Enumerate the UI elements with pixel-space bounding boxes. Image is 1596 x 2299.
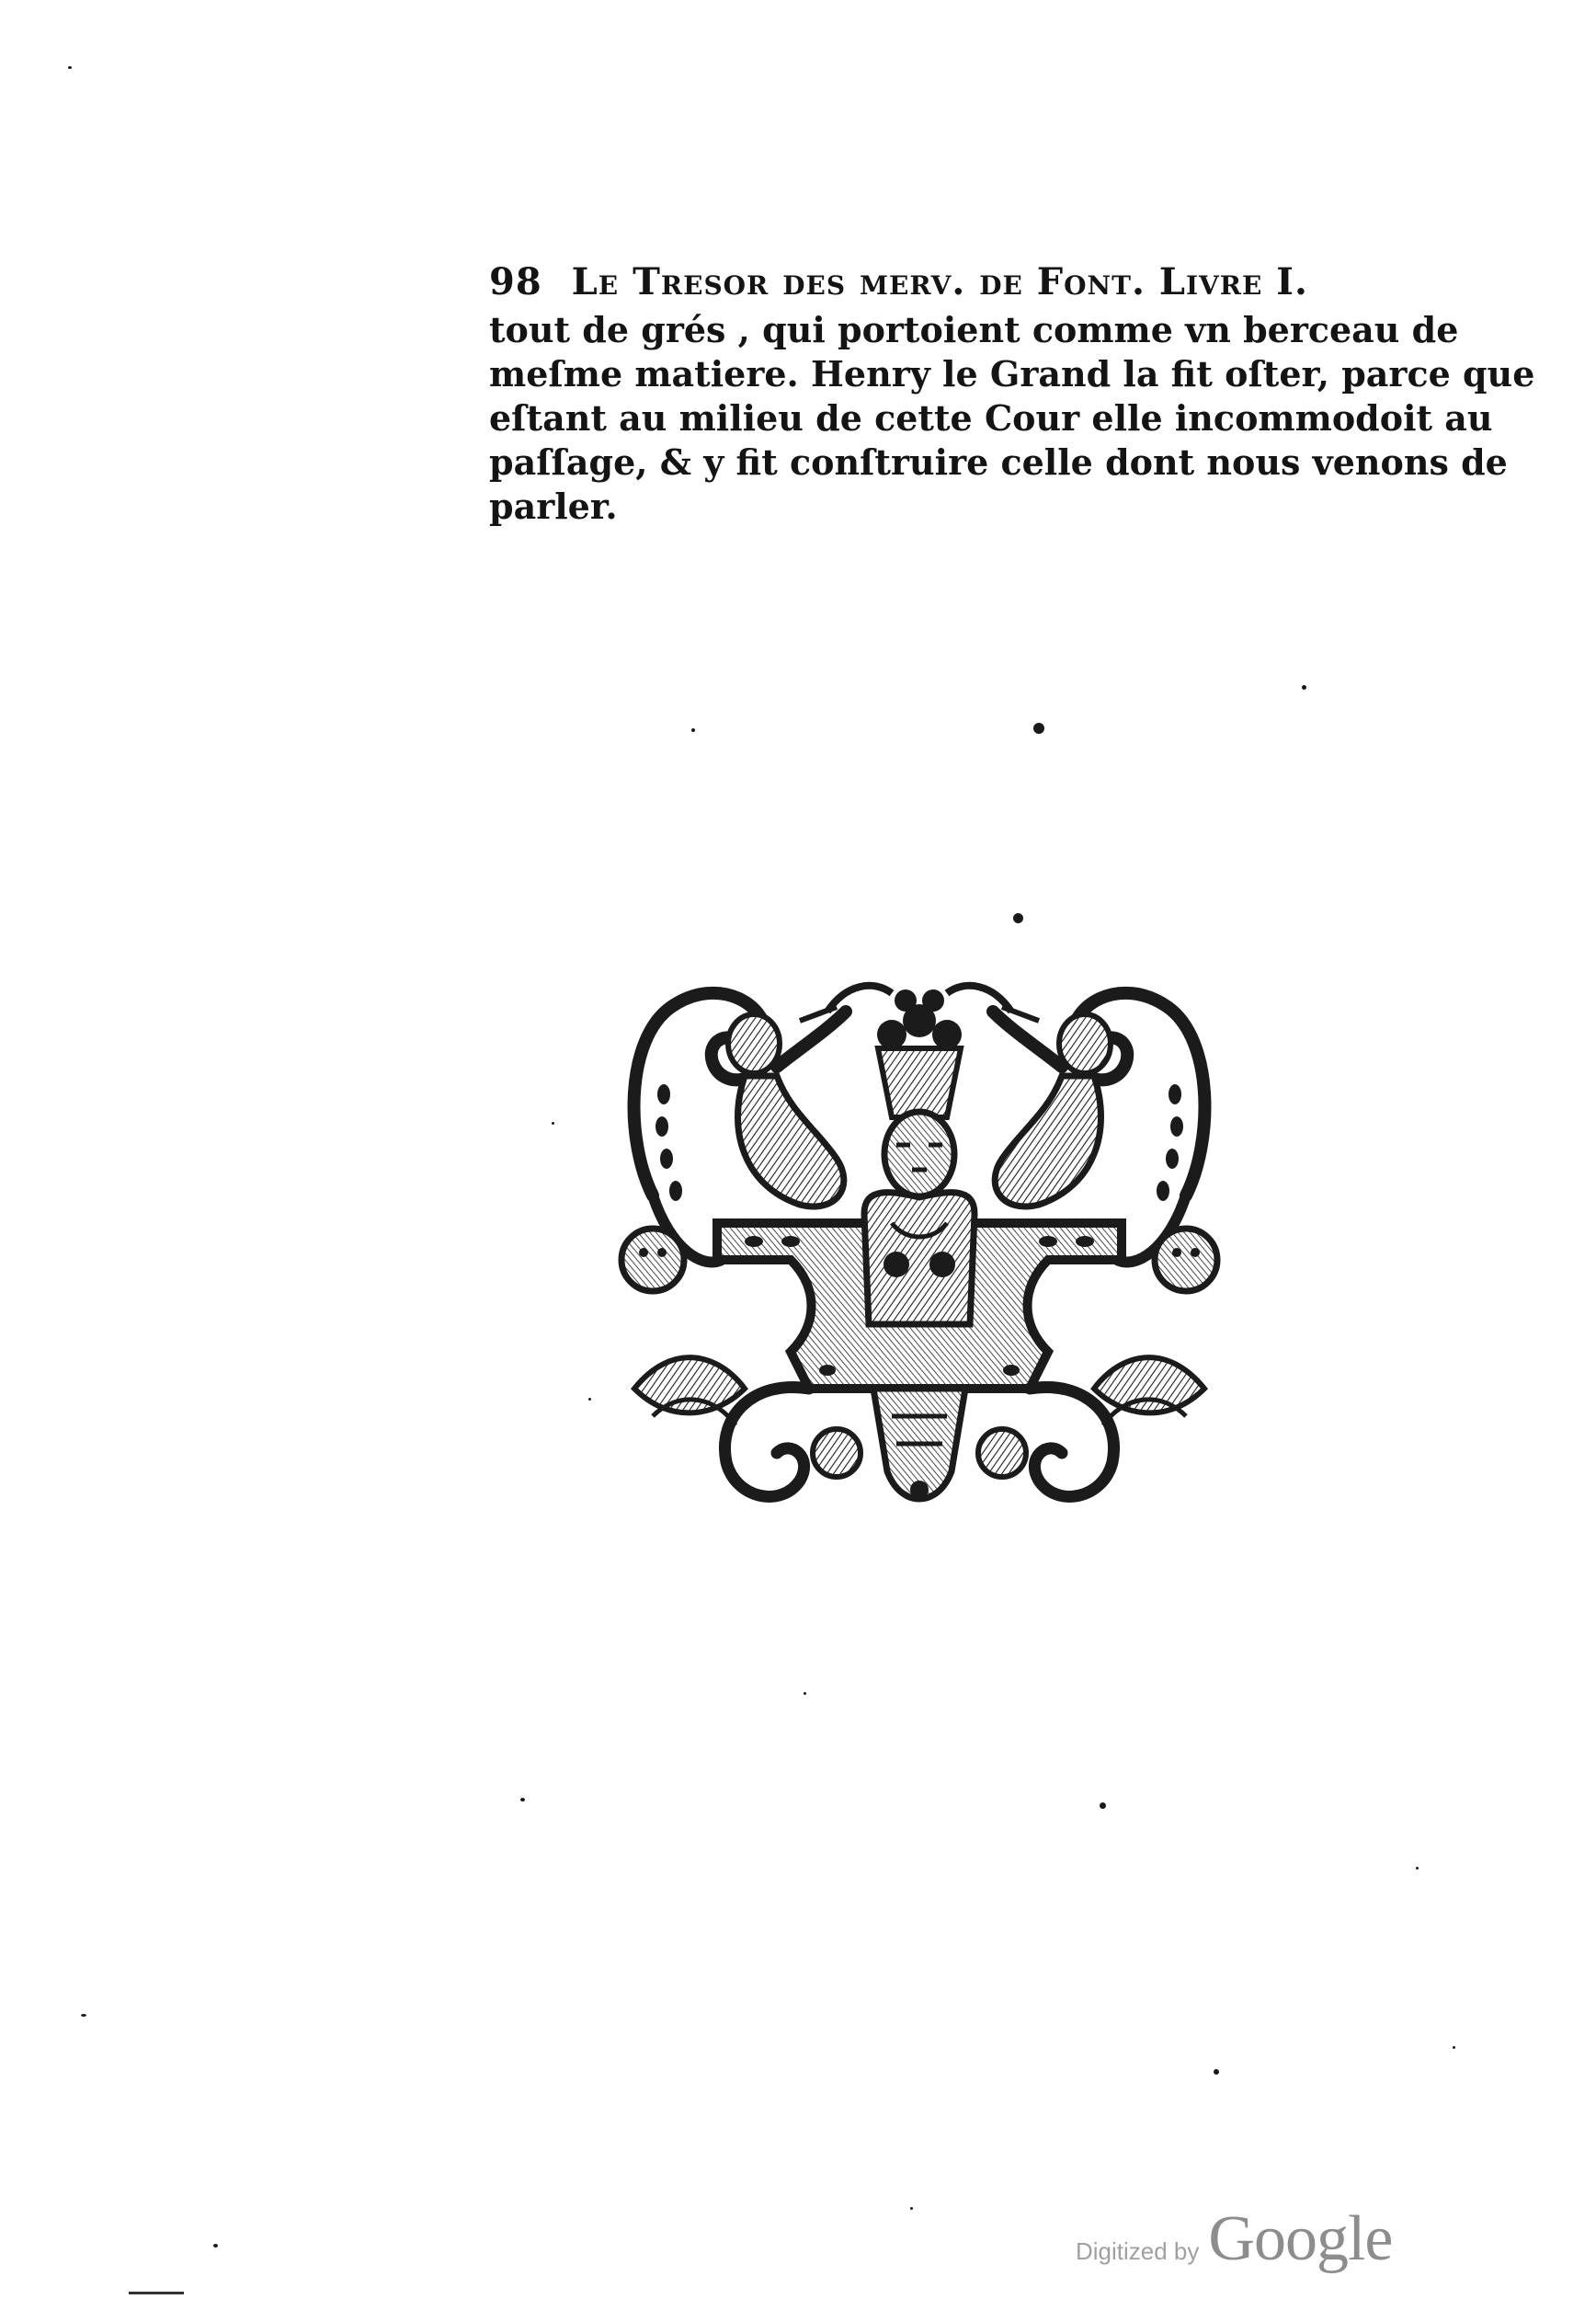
running-title: Le Tresor des merv. de Font. Livre I. <box>571 260 1308 303</box>
ink-speck <box>520 1798 525 1801</box>
text-line: tout de grés , qui portoient comme vn berceau de <box>489 309 1459 350</box>
ink-speck <box>1033 723 1044 734</box>
ink-speck <box>588 1398 591 1401</box>
grotesque-woodcut-ornament-icon <box>616 956 1223 1517</box>
watermark-label: Digitized by <box>1076 2237 1200 2265</box>
ink-speck <box>1100 1802 1106 1809</box>
ink-speck <box>910 2207 913 2210</box>
ink-speck <box>1453 2046 1455 2049</box>
text-line: paſſage, & y fit conſtruire celle dont nous venons de <box>489 441 1508 483</box>
ink-speck <box>691 728 695 732</box>
ink-speck <box>213 2244 218 2248</box>
ink-speck <box>1416 1867 1419 1870</box>
ink-speck <box>68 66 72 69</box>
ink-speck <box>552 1122 554 1125</box>
ink-speck <box>1013 913 1023 923</box>
digitized-watermark <box>1076 2202 1392 2276</box>
page-number: 98 <box>489 260 542 303</box>
ink-speck <box>1214 2069 1219 2075</box>
ink-speck <box>1302 685 1306 690</box>
ink-speck <box>804 1692 806 1695</box>
running-head <box>489 260 1372 304</box>
body-paragraph <box>489 308 1535 529</box>
text-line: meſme matiere. Henry le Grand la fit oſter, parce que <box>489 353 1535 395</box>
text-line: parler. <box>489 486 618 527</box>
watermark-brand: Google <box>1208 2203 1393 2274</box>
scan-edge-mark <box>129 2292 184 2294</box>
ink-speck <box>81 2014 86 2017</box>
text-line: eſtant au milieu de cette Cour elle incommodoit au <box>489 397 1493 439</box>
